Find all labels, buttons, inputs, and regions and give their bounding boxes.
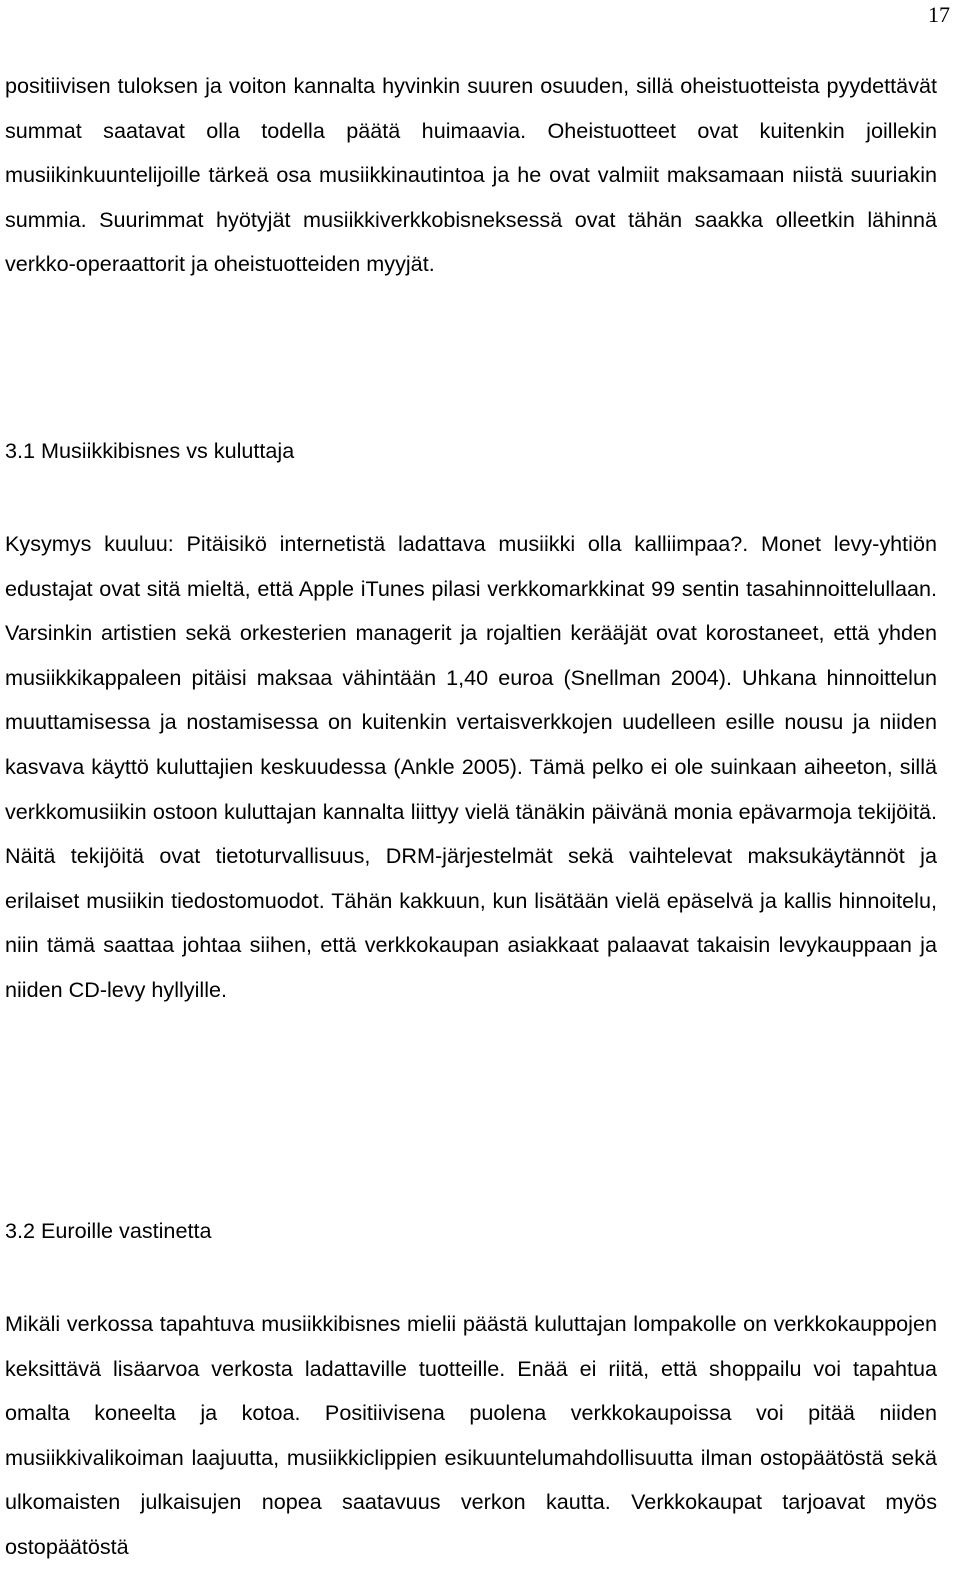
section-heading-3-2: 3.2 Euroille vastinetta: [5, 1218, 212, 1243]
section-3-2-paragraph: Mikäli verkossa tapahtuva musiikkibisnes mielii päästä kuluttajan lompakolle on verkkokauppojen keksittävä lisäarvoa verkosta ladattaville tuotteille. Enää ei riitä, että shoppailu voi tapahtua omalta koneelta ja kotoa. Positiivisena puolena verkkokaupoissa voi pitää niiden musiikkivalikoiman laajuutta, musiikkiclippien esikuuntelumahdollisuutta ilman ostopäätöstä sekä ulkomaisten julkaisujen nopea saatavuus verkon kautta. Verkkokaupat tarjoavat myös ostopäätöstä: [5, 1311, 937, 1559]
page-number: 17: [928, 2, 950, 27]
intro-paragraph: positiivisen tuloksen ja voiton kannalta hyvinkin suuren osuuden, sillä oheistuotteista pyydettävät summat saatavat olla todella päätä huimaavia. Oheistuotteet ovat kuitenkin joillekin musiikinkuuntelijoille tärkeä osa musiikkinautintoa ja he ovat valmiit maksamaan niistä suuriakin summia. Suurimmat hyötyjät musiikkiverkkobisneksessä ovat tähän saakka olleetkin lähinnä verkko-operaattorit ja oheistuotteiden myyjät.: [5, 73, 937, 277]
section-heading-3-1: 3.1 Musiikkibisnes vs kuluttaja: [5, 438, 295, 463]
section-3-1-paragraph: Kysymys kuuluu: Pitäisikö internetistä ladattava musiikki olla kalliimpaa?. Monet levy-yhtiön edustajat ovat sitä mieltä, että Apple iTunes pilasi verkkomarkkinat 99 sentin tasahinnoittelullaan. Varsinkin artistien sekä orkesterien managerit ja rojaltien kerääjät ovat korostaneet, että yhden musiikkikappaleen pitäisi maksaa vähintään 1,40 euroa (Snellman 2004). Uhkana hinnoittelun muuttamisessa ja nostamisessa on kuitenkin vertaisverkkojen uudelleen esille nousu ja niiden kasvava käyttö kuluttajien keskuudessa (Ankle 2005). Tämä pelko ei ole suinkaan aiheeton, sillä verkkomusiikin ostoon kuluttajan kannalta liittyy vielä tänäkin päivänä monia epävarmoja tekijöitä. Näitä tekijöitä ovat tietoturvallisuus, DRM-järjestelmät sekä vaihtelevat maksukäytännöt ja erilaiset musiikin tiedostomuodot. Tähän kakkuun, kun lisätään vielä epäselvä ja kallis hinnoitelu, niin tämä saattaa johtaa siihen, että verkkokaupan asiakkaat palaavat takaisin levykauppaan ja niiden CD-levy hyllyille.: [5, 531, 937, 1002]
